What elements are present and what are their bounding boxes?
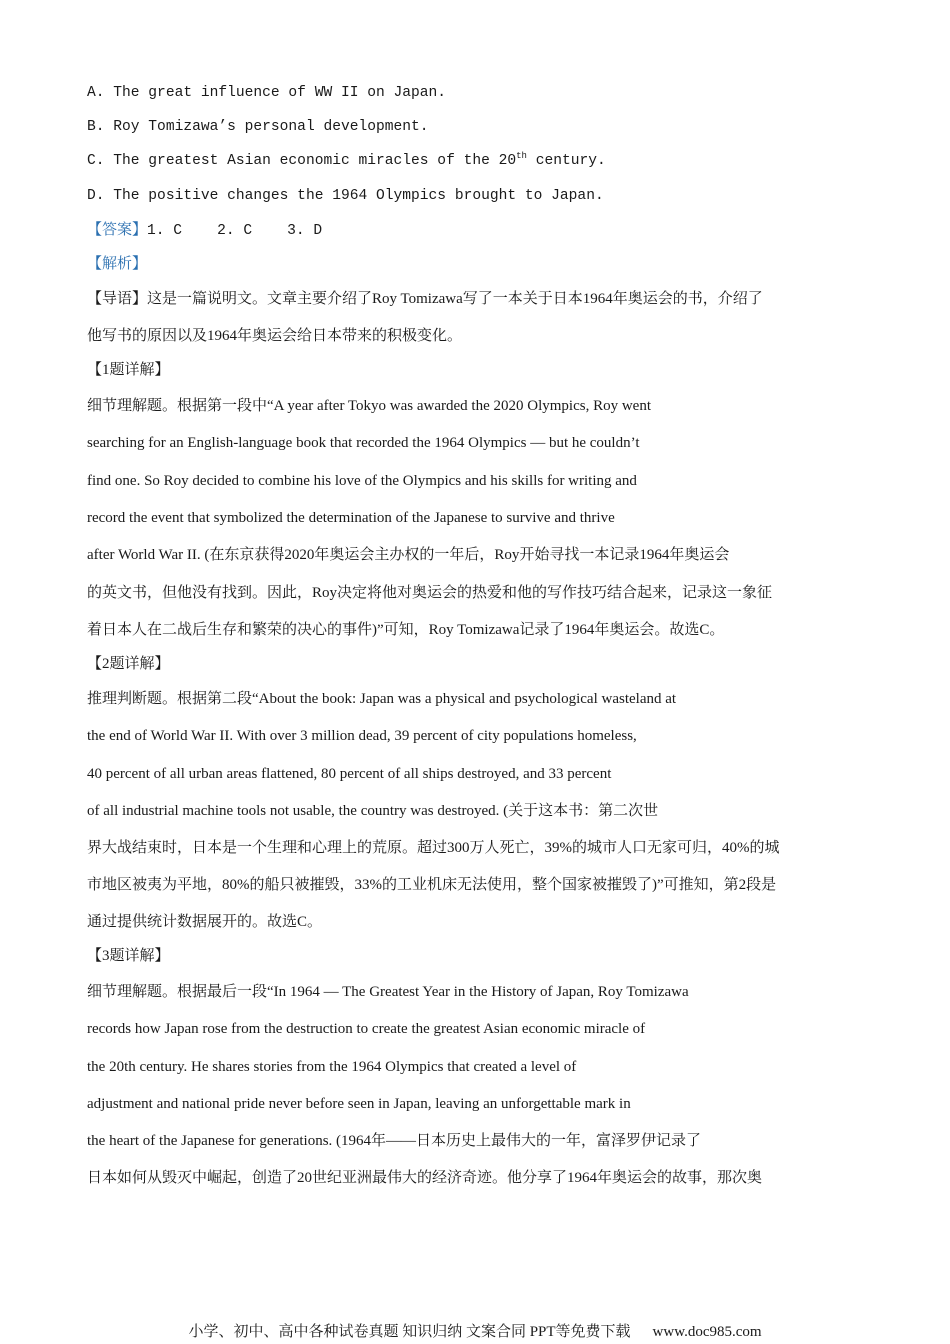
option-a: A. The great influence of WW II on Japan. xyxy=(87,85,447,101)
option-d: D. The positive changes the 1964 Olympics brought to Japan. xyxy=(87,188,604,204)
q3-line: 细节理解题。根据最后一段“In 1964 — The Greatest Year in the History of Japan, Roy Tomizawa xyxy=(87,984,689,1000)
q3-line: 日本如何从毁灭中崛起，创造了20世纪亚洲最伟大的经济奇迹。他分享了1964年奥运会的故事，那次奥 xyxy=(87,1170,763,1186)
footer-text: 小学、初中、高中各种试卷真题 知识归纳 文案合同 PPT等免费下载 xyxy=(188,1324,631,1340)
intro-tag: 【导语】 xyxy=(87,291,148,307)
q2-heading: 【2题详解】 xyxy=(87,656,170,672)
q2-line: the end of World War II. With over 3 million dead, 39 percent of city populations homeless, xyxy=(87,728,637,744)
q3-line: adjustment and national pride never before seen in Japan, leaving an unforgettable mark in xyxy=(87,1096,631,1112)
q2-line: of all industrial machine tools not usable, the country was destroyed. (关于这本书：第二次世 xyxy=(87,803,659,819)
option-c-text-end: century. xyxy=(526,153,606,169)
q1-line: searching for an English-language book that recorded the 1964 Olympics — but he couldn’t xyxy=(87,435,640,451)
q3-line: records how Japan rose from the destruction to create the greatest Asian economic miracle of xyxy=(87,1021,646,1037)
option-c xyxy=(87,151,870,171)
q1-line: find one. So Roy decided to combine his love of the Olympics and his skills for writing and xyxy=(87,473,637,489)
q2-line: 通过提供统计数据展开的。故选C。 xyxy=(87,914,323,930)
q1-line: 细节理解题。根据第一段中“A year after Tokyo was awarded the 2020 Olympics, Roy went xyxy=(87,398,651,414)
q1-line: after World War II. (在东京获得2020年奥运会主办权的一年后，Roy开始寻找一本记录1964年奥运会 xyxy=(87,547,730,563)
q2-line: 市地区被夷为平地，80%的船只被摧毁，33%的工业机床无法使用，整个国家被摧毁了)”可推知，第2段是 xyxy=(87,877,777,893)
page-footer xyxy=(0,1322,950,1342)
option-c-superscript: th xyxy=(516,151,527,162)
q3-line: the heart of the Japanese for generations. (1964年——日本历史上最伟大的一年，富泽罗伊记录了 xyxy=(87,1133,702,1149)
q3-line: the 20th century. He shares stories from the 1964 Olympics that created a level of xyxy=(87,1059,577,1075)
analysis-line xyxy=(87,254,870,274)
answer-text: 1. C 2. C 3. D xyxy=(147,223,323,239)
option-c-text: C. The greatest Asian economic miracles of the 20 xyxy=(87,153,517,169)
q1-line: 着日本人在二战后生存和繁荣的决心的事件)”可知，Roy Tomizawa记录了1964年奥运会。故选C。 xyxy=(87,622,725,638)
q2-line: 推理判断题。根据第二段“About the book: Japan was a physical and psychological wasteland at xyxy=(87,691,677,707)
q1-line: record the event that symbolized the determination of the Japanese to survive and thrive xyxy=(87,510,615,526)
intro-line-2: 他写书的原因以及1964年奥运会给日本带来的积极变化。 xyxy=(87,328,463,344)
q1-line: 的英文书，但他没有找到。因此，Roy决定将他对奥运会的热爱和他的写作技巧结合起来，记录这一象征 xyxy=(87,585,773,601)
q2-line: 界大战结束时，日本是一个生理和心理上的荒原。超过300万人死亡，39%的城市人口无家可归，40%的城 xyxy=(87,840,780,856)
q2-line: 40 percent of all urban areas flattened, 80 percent of all ships destroyed, and 33 percent xyxy=(87,766,612,782)
answer-line xyxy=(87,220,870,241)
analysis-tag: 【解析】 xyxy=(87,256,148,272)
option-b: B. Roy Tomizawa’s personal development. xyxy=(87,119,429,135)
footer-url[interactable]: www.doc985.com xyxy=(652,1324,762,1340)
intro-line-1 xyxy=(87,289,870,309)
q1-heading: 【1题详解】 xyxy=(87,362,170,378)
answer-tag: 【答案】 xyxy=(87,222,148,238)
intro-text-1: 这是一篇说明文。文章主要介绍了Roy Tomizawa写了一本关于日本1964年奥运会的书，介绍了 xyxy=(147,291,763,307)
q3-heading: 【3题详解】 xyxy=(87,948,170,964)
